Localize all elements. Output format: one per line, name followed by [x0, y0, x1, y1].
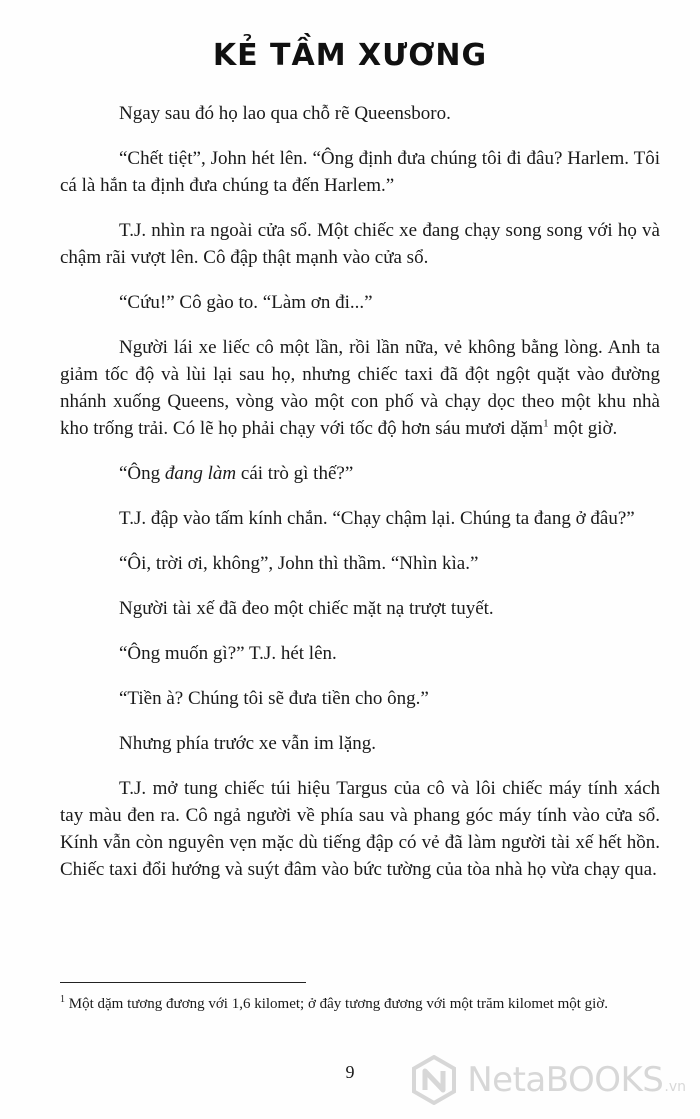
footnote-divider [60, 982, 306, 983]
footnote-marker: 1 [60, 994, 65, 1005]
paragraph-5-after: một giờ. [548, 418, 618, 439]
paragraph-4: “Cứu!” Cô gào to. “Làm ơn đi...” [119, 292, 373, 313]
paragraph-5-text: Người lái xe liếc cô một lần, rồi lần nữa, vẻ không bằng lòng. Anh ta giảm tốc độ và lùi lại sau họ, nhưng chiếc taxi đã đột ngột quặt vào đường nhánh xuống Queens, vòng vào một con phố và chạy dọc theo một khu nhà kho trống trải. Có lẽ họ phải chạy với tốc độ hơn sáu mươi dặm [60, 337, 660, 439]
paragraph-8: “Ôi, trời ơi, không”, John thì thầm. “Nhìn kìa.” [119, 553, 479, 574]
paragraph-12: Nhưng phía trước xe vẫn im lặng. [119, 733, 377, 754]
paragraph-6 [60, 460, 660, 487]
footnote-text: Một dặm tương đương với 1,6 kilomet; ở đây tương đương với một trăm kilomet một giờ. [65, 996, 609, 1012]
watermark-suffix: .vn [664, 1079, 686, 1095]
watermark [409, 1055, 686, 1105]
netabooks-logo-icon [409, 1055, 459, 1105]
paragraph-1: Ngay sau đó họ lao qua chỗ rẽ Queensboro. [119, 103, 451, 124]
paragraph-3: T.J. nhìn ra ngoài cửa sổ. Một chiếc xe đang chạy song song với họ và chậm rãi vượt lên. Cô đập thật mạnh vào cửa sổ. [60, 220, 660, 268]
paragraph-6-pre: “Ông [119, 463, 165, 484]
paragraph-6-emphasis: đang làm [164, 463, 237, 484]
paragraph-5 [60, 334, 660, 442]
body-text [60, 100, 660, 883]
paragraph-6-post: cái trò gì thế?” [236, 463, 354, 484]
paragraph-2: “Chết tiệt”, John hét lên. “Ông định đưa chúng tôi đi đâu? Harlem. Tôi cá là hắn ta định đưa chúng ta đến Harlem.” [60, 148, 660, 196]
paragraph-11: “Tiền à? Chúng tôi sẽ đưa tiền cho ông.” [119, 688, 429, 709]
paragraph-7: T.J. đập vào tấm kính chắn. “Chạy chậm lại. Chúng ta đang ở đâu?” [119, 508, 635, 529]
footnote [60, 994, 680, 1014]
paragraph-13: T.J. mở tung chiếc túi hiệu Targus của cô và lôi chiếc máy tính xách tay màu đen ra. Cô ngả người về phía sau và phang góc máy tính vào cửa sổ. Kính vẫn còn nguyên vẹn mặc dù tiếng đập có vẻ đã làm người tài xế hết hồn. Chiếc taxi đổi hướng và suýt đâm vào bức tường của tòa nhà họ vừa chạy qua. [60, 778, 660, 880]
page-number: 9 [345, 1062, 355, 1082]
paragraph-10: “Ông muốn gì?” T.J. hét lên. [119, 643, 337, 664]
footnote-reference[interactable]: 1 [543, 417, 549, 430]
watermark-text: NetaBOOKS [467, 1060, 664, 1100]
chapter-title: KẺ TẦM XƯƠNG [212, 38, 488, 73]
paragraph-9: Người tài xế đã đeo một chiếc mặt nạ trượt tuyết. [119, 598, 494, 619]
